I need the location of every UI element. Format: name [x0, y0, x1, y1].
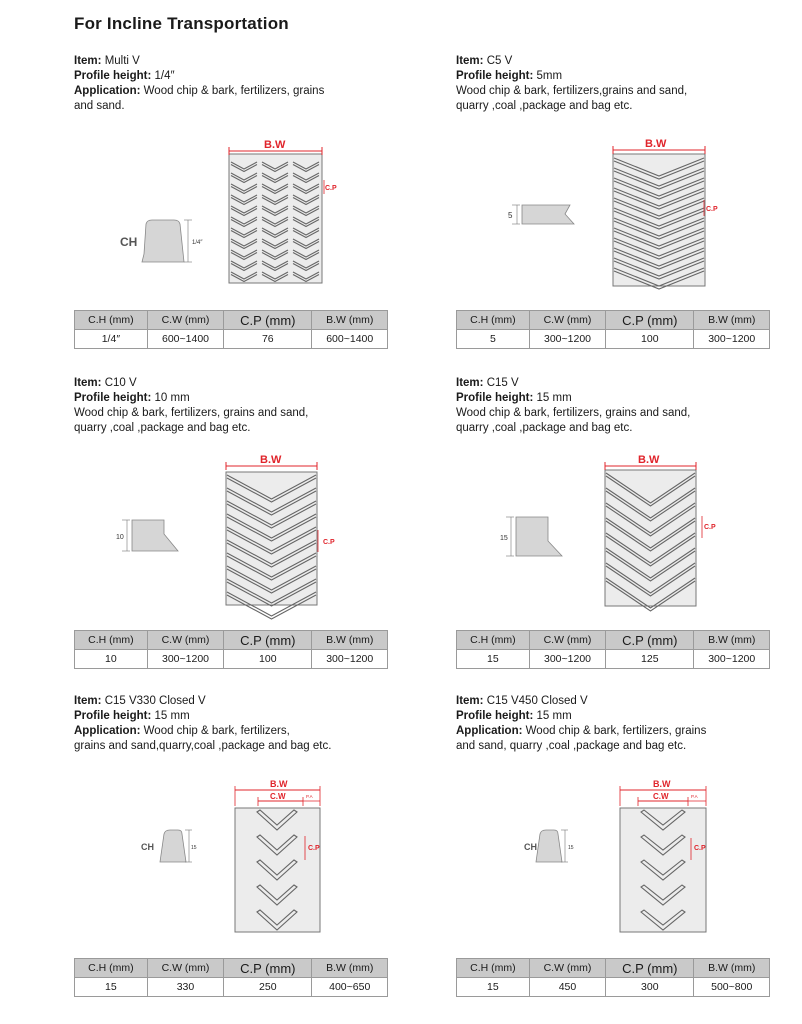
application-value-cont: grains and sand,quarry,coal ,package and bag etc.: [74, 740, 332, 752]
col-cw: C.W (mm): [147, 631, 223, 650]
val-bw: 600~1400: [312, 330, 388, 349]
application-value: Wood chip & bark, fertilizers, grains and sand,: [456, 407, 691, 419]
belt-diagram: [74, 694, 404, 994]
ch-label: CH: [120, 235, 138, 249]
spec-value-row: [75, 330, 388, 349]
col-ch: C.H (mm): [75, 959, 148, 978]
col-cw: C.W (mm): [529, 311, 605, 330]
col-cw: C.W (mm): [529, 959, 605, 978]
pa-dimension: [303, 794, 320, 801]
val-cw: 300~1200: [529, 650, 605, 669]
spec-table: [74, 958, 388, 997]
col-bw: B.W (mm): [694, 959, 770, 978]
belt: [620, 808, 706, 932]
item-label: Item:: [456, 695, 484, 707]
profile-height-label: 10: [116, 534, 124, 541]
item-label: Item:: [74, 695, 102, 707]
application-value: Wood chip & bark, fertilizers, grains: [143, 85, 325, 97]
belt: [229, 154, 322, 283]
bw-dimension: [613, 138, 705, 154]
col-ch: C.H (mm): [457, 959, 530, 978]
application-label: Application:: [74, 725, 141, 737]
bw-dimension: [229, 139, 322, 155]
section-multi-v: [74, 54, 404, 384]
col-bw: B.W (mm): [312, 959, 388, 978]
spec-table: [74, 310, 388, 349]
application-value-cont: quarry ,coal ,package and bag etc.: [74, 422, 251, 434]
bw-label: B.W: [260, 454, 282, 466]
col-cp: C.P (mm): [606, 959, 694, 978]
val-cp: 100: [224, 650, 312, 669]
application-value-cont: quarry ,coal ,package and bag etc.: [456, 100, 633, 112]
cleat-profile: [524, 830, 574, 862]
bw-label: B.W: [270, 779, 288, 789]
application-label: Application:: [74, 85, 141, 97]
col-ch: C.H (mm): [75, 311, 148, 330]
application-value-cont: and sand, quarry ,coal ,package and bag etc.: [456, 740, 687, 752]
profile-value: 1/4″: [154, 70, 175, 82]
pa-dimension: [688, 794, 706, 801]
belt: [235, 808, 320, 932]
profile-label: Profile height:: [74, 392, 152, 404]
cp-dimension: [324, 180, 337, 194]
spec-value-row: [457, 650, 770, 669]
col-cw: C.W (mm): [529, 631, 605, 650]
spec-table: [456, 310, 770, 349]
profile-height-label: 15: [568, 845, 574, 851]
col-bw: B.W (mm): [312, 311, 388, 330]
spec-value-row: [457, 978, 770, 997]
col-cp: C.P (mm): [224, 959, 312, 978]
pa-label: P.A: [691, 794, 698, 799]
item-label: Item:: [456, 55, 484, 67]
item-value: C15 V: [486, 377, 519, 389]
cleat-profile: [500, 517, 562, 556]
item-label: Item:: [74, 55, 102, 67]
col-cw: C.W (mm): [147, 311, 223, 330]
profile-value: 15 mm: [536, 392, 572, 404]
bw-dimension: [605, 454, 696, 470]
val-cp: 76: [224, 330, 312, 349]
col-bw: B.W (mm): [312, 631, 388, 650]
val-bw: 300~1200: [694, 650, 770, 669]
cleat-profile: [120, 220, 203, 262]
spec-value-row: [75, 650, 388, 669]
spec-header-row: [75, 631, 388, 650]
val-bw: 300~1200: [694, 330, 770, 349]
col-cp: C.P (mm): [224, 311, 312, 330]
val-ch: 10: [75, 650, 148, 669]
cp-label: C.P: [325, 185, 337, 192]
cp-label: C.P: [694, 845, 706, 852]
val-cw: 300~1200: [529, 330, 605, 349]
item-label: Item:: [456, 377, 484, 389]
val-cw: 450: [529, 978, 605, 997]
section-c5-v: [456, 54, 786, 384]
bw-label: B.W: [653, 779, 671, 789]
val-cp: 125: [606, 650, 694, 669]
item-value: Multi V: [104, 55, 140, 67]
profile-label: Profile height:: [74, 70, 152, 82]
spec-value-row: [457, 330, 770, 349]
profile-height-label: 15: [191, 845, 197, 851]
val-ch: 1/4″: [75, 330, 148, 349]
spec-header-row: [457, 311, 770, 330]
profile-value: 15 mm: [536, 710, 572, 722]
spec-header-row: [75, 311, 388, 330]
belt-diagram: [456, 54, 786, 354]
val-ch: 15: [457, 978, 530, 997]
application-label: Application:: [456, 725, 523, 737]
val-cw: 300~1200: [147, 650, 223, 669]
cleat-profile: [116, 520, 178, 551]
application-value: Wood chip & bark, fertilizers,: [143, 725, 290, 737]
val-cp: 100: [606, 330, 694, 349]
item-value: C5 V: [486, 55, 513, 67]
profile-label: Profile height:: [456, 710, 534, 722]
cp-label: C.P: [704, 524, 716, 531]
val-cp: 250: [224, 978, 312, 997]
spec-table: [456, 958, 770, 997]
cleat-profile: [141, 830, 197, 862]
col-ch: C.H (mm): [457, 631, 530, 650]
val-bw: 400~650: [312, 978, 388, 997]
pa-label: P.A: [306, 794, 313, 799]
application-value-cont: quarry ,coal ,package and bag etc.: [456, 422, 633, 434]
spec-header-row: [457, 631, 770, 650]
application-value: Wood chip & bark, fertilizers, grains and sand,: [74, 407, 309, 419]
section-c15-v330: [74, 694, 404, 1024]
item-value: C15 V330 Closed V: [104, 695, 206, 707]
belt-diagram: [456, 694, 786, 994]
col-ch: C.H (mm): [457, 311, 530, 330]
ch-label: CH: [141, 842, 154, 852]
belt: [613, 154, 705, 289]
cp-dimension: [704, 200, 718, 216]
bw-dimension: [226, 454, 317, 470]
col-cw: C.W (mm): [147, 959, 223, 978]
cp-dimension: [702, 516, 716, 538]
item-value: C10 V: [104, 377, 137, 389]
profile-height-label: 5: [508, 211, 513, 220]
application-value: Wood chip & bark, fertilizers, grains: [525, 725, 707, 737]
cw-dimension: [258, 792, 303, 806]
spec-table: [456, 630, 770, 669]
col-bw: B.W (mm): [694, 311, 770, 330]
profile-label: Profile height:: [456, 392, 534, 404]
val-ch: 15: [75, 978, 148, 997]
application-value-cont: and sand.: [74, 100, 125, 112]
cw-label: C.W: [653, 792, 669, 801]
belt-diagram: [74, 54, 404, 354]
val-cp: 300: [606, 978, 694, 997]
page-title: For Incline Transportation: [74, 14, 289, 33]
item-label: Item:: [74, 377, 102, 389]
profile-label: Profile height:: [74, 710, 152, 722]
ch-label: CH: [524, 842, 537, 852]
bw-label: B.W: [638, 454, 660, 466]
col-cp: C.P (mm): [606, 311, 694, 330]
spec-header-row: [457, 959, 770, 978]
cp-dimension: [318, 530, 335, 552]
profile-value: 10 mm: [154, 392, 190, 404]
belt: [226, 472, 317, 619]
spec-header-row: [75, 959, 388, 978]
section-c15-v: [456, 376, 786, 706]
val-cw: 330: [147, 978, 223, 997]
val-bw: 300~1200: [312, 650, 388, 669]
cw-dimension: [638, 792, 688, 806]
bw-label: B.W: [264, 139, 286, 151]
profile-value: 5mm: [536, 70, 563, 82]
val-ch: 15: [457, 650, 530, 669]
belt: [605, 470, 696, 611]
val-bw: 500~800: [694, 978, 770, 997]
col-bw: B.W (mm): [694, 631, 770, 650]
profile-height-label: 15: [500, 535, 508, 542]
cleat-profile: [508, 205, 574, 224]
application-value: Wood chip & bark, fertilizers,grains and sand,: [456, 85, 688, 97]
cp-label: C.P: [323, 539, 335, 546]
val-ch: 5: [457, 330, 530, 349]
spec-table: [74, 630, 388, 669]
cp-label: C.P: [308, 845, 320, 852]
profile-label: Profile height:: [456, 70, 534, 82]
profile-value: 15 mm: [154, 710, 190, 722]
val-cw: 600~1400: [147, 330, 223, 349]
section-c10-v: [74, 376, 404, 706]
spec-value-row: [75, 978, 388, 997]
section-c15-v450: [456, 694, 786, 1024]
profile-height-label: 1/4″: [192, 240, 203, 246]
cp-label: C.P: [706, 206, 718, 213]
item-value: C15 V450 Closed V: [486, 695, 588, 707]
col-ch: C.H (mm): [75, 631, 148, 650]
col-cp: C.P (mm): [606, 631, 694, 650]
col-cp: C.P (mm): [224, 631, 312, 650]
cw-label: C.W: [270, 792, 286, 801]
bw-label: B.W: [645, 138, 667, 150]
